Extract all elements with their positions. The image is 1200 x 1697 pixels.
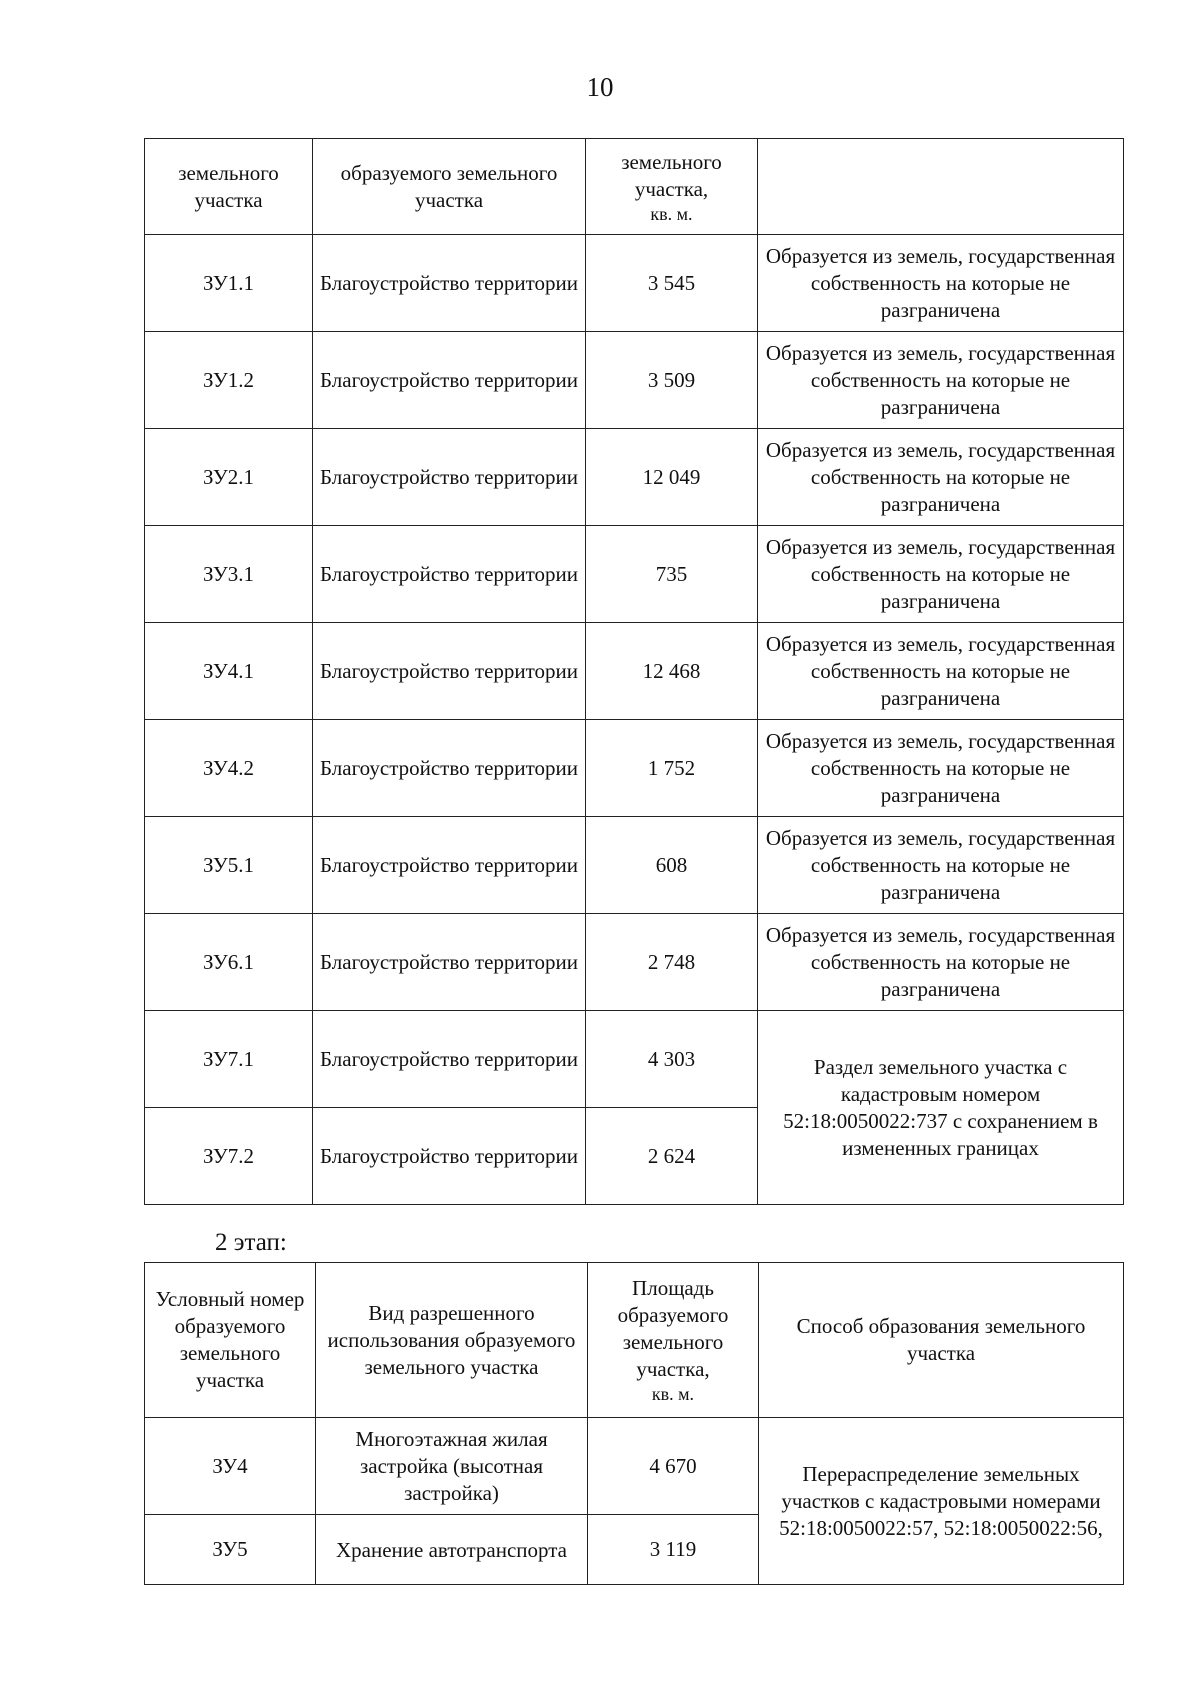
table-row	[145, 235, 1124, 332]
stage-2-label: 2 этап:	[215, 1229, 287, 1256]
header-cell-number: земельного участка	[145, 139, 313, 235]
plot-id-cell: ЗУ1.2	[145, 332, 313, 429]
table-row	[145, 526, 1124, 623]
header-cell-area	[588, 1263, 759, 1418]
plot-id-cell: ЗУ1.1	[145, 235, 313, 332]
table-row	[145, 817, 1124, 914]
plot-area-cell: 1 752	[586, 720, 758, 817]
plot-id-cell: ЗУ5.1	[145, 817, 313, 914]
plot-use-cell: Многоэтажная жилая застройка (высотная застройка)	[316, 1418, 588, 1515]
land-plots-table-stage1	[144, 138, 1124, 1205]
table-body	[145, 235, 1124, 1205]
plot-area-cell: 12 468	[586, 623, 758, 720]
header-cell-use: образуемого земельного участка	[313, 139, 586, 235]
plot-area-cell: 2 624	[586, 1108, 758, 1205]
plot-id-cell: ЗУ7.2	[145, 1108, 313, 1205]
plot-use-cell: Благоустройство территории	[313, 526, 586, 623]
plot-area-cell: 4 303	[586, 1011, 758, 1108]
plot-use-cell: Благоустройство территории	[313, 429, 586, 526]
table-row	[145, 623, 1124, 720]
plot-id-cell: ЗУ6.1	[145, 914, 313, 1011]
plot-method-cell: Образуется из земель, государственная собственность на которые не разграничена	[758, 429, 1124, 526]
plot-method-cell-merged: Раздел земельного участка с кадастровым номером 52:18:0050022:737 с сохранением в измененных границах	[758, 1011, 1124, 1205]
plot-use-cell: Благоустройство территории	[313, 817, 586, 914]
header-cell-method: Способ образования земельного участка	[759, 1263, 1124, 1418]
land-plots-table-stage2	[144, 1262, 1124, 1585]
plot-method-cell-merged: Перераспределение земельных участков с кадастровыми номерами 52:18:0050022:57, 52:18:0050022:56,	[759, 1418, 1124, 1585]
table-row	[145, 429, 1124, 526]
header-area-label: Площадь образуемого земельного участка,	[617, 1276, 729, 1381]
plot-area-cell: 2 748	[586, 914, 758, 1011]
table-row	[145, 332, 1124, 429]
header-area-unit: кв. м.	[651, 1384, 695, 1404]
plot-area-cell: 3 119	[588, 1515, 759, 1585]
table-header-row	[145, 139, 1124, 235]
header-cell-number: Условный номер образуемого земельного участка	[145, 1263, 316, 1418]
header-area-label: земельного участка,	[621, 149, 722, 201]
plot-area-cell: 4 670	[588, 1418, 759, 1515]
plot-use-cell: Благоустройство территории	[313, 1108, 586, 1205]
plot-area-cell: 12 049	[586, 429, 758, 526]
plot-id-cell: ЗУ2.1	[145, 429, 313, 526]
plot-method-cell: Образуется из земель, государственная собственность на которые не разграничена	[758, 332, 1124, 429]
plot-id-cell: ЗУ3.1	[145, 526, 313, 623]
table-header-row	[145, 1263, 1124, 1418]
plot-method-cell: Образуется из земель, государственная собственность на которые не разграничена	[758, 235, 1124, 332]
plot-use-cell: Благоустройство территории	[313, 1011, 586, 1108]
plot-method-cell: Образуется из земель, государственная собственность на которые не разграничена	[758, 526, 1124, 623]
plot-use-cell: Благоустройство территории	[313, 623, 586, 720]
plot-use-cell: Благоустройство территории	[313, 235, 586, 332]
plot-use-cell: Благоустройство территории	[313, 720, 586, 817]
page-number: 10	[586, 72, 614, 102]
plot-area-cell: 608	[586, 817, 758, 914]
plot-use-cell: Благоустройство территории	[313, 914, 586, 1011]
header-cell-use: Вид разрешенного использования образуемого земельного участка	[316, 1263, 588, 1418]
header-cell-method	[758, 139, 1124, 235]
plot-area-cell: 735	[586, 526, 758, 623]
plot-id-cell: ЗУ4.2	[145, 720, 313, 817]
table-row	[145, 1011, 1124, 1108]
header-area-unit: кв. м.	[650, 203, 693, 224]
plot-use-cell: Хранение автотранспорта	[316, 1515, 588, 1585]
plot-area-cell: 3 545	[586, 235, 758, 332]
plot-use-cell: Благоустройство территории	[313, 332, 586, 429]
plot-method-cell: Образуется из земель, государственная собственность на которые не разграничена	[758, 817, 1124, 914]
plot-id-cell: ЗУ4	[145, 1418, 316, 1515]
table-row	[145, 1418, 1124, 1515]
plot-method-cell: Образуется из земель, государственная собственность на которые не разграничена	[758, 623, 1124, 720]
plot-id-cell: ЗУ4.1	[145, 623, 313, 720]
plot-id-cell: ЗУ5	[145, 1515, 316, 1585]
plot-method-cell: Образуется из земель, государственная собственность на которые не разграничена	[758, 914, 1124, 1011]
header-cell-area	[586, 139, 758, 235]
plot-area-cell: 3 509	[586, 332, 758, 429]
plot-method-cell: Образуется из земель, государственная собственность на которые не разграничена	[758, 720, 1124, 817]
table-row	[145, 914, 1124, 1011]
plot-id-cell: ЗУ7.1	[145, 1011, 313, 1108]
table-row	[145, 720, 1124, 817]
